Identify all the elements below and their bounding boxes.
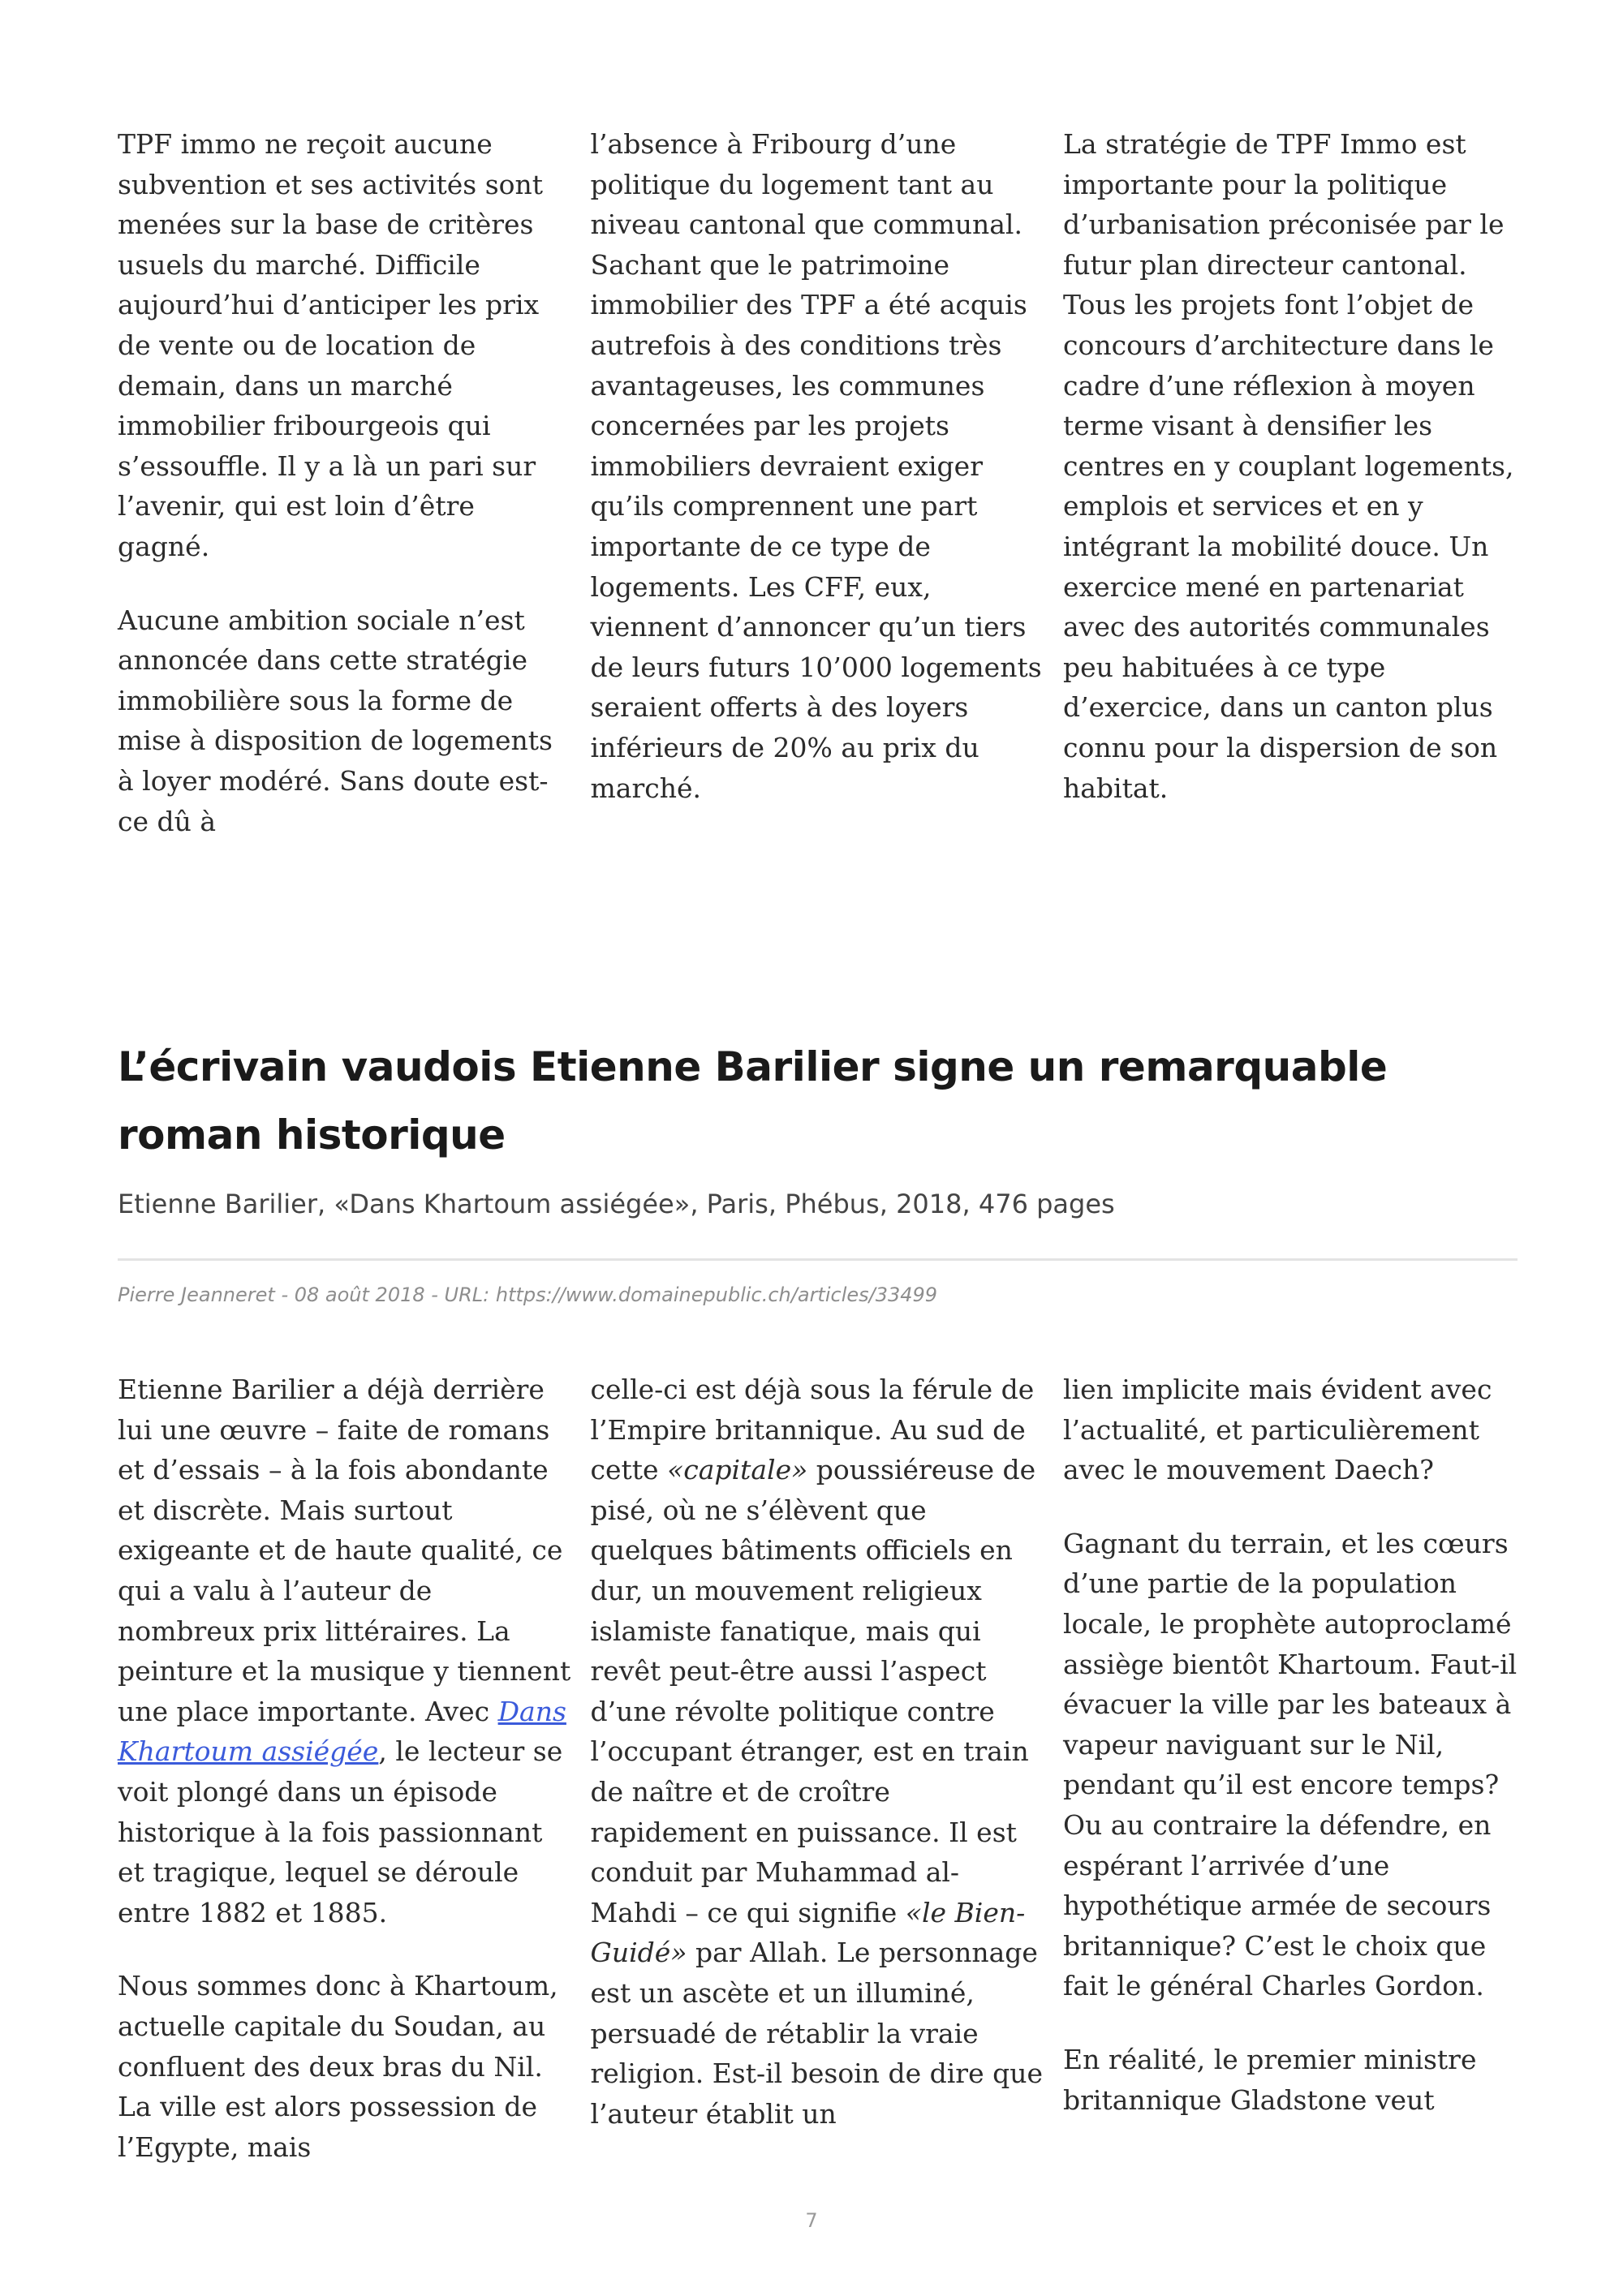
text-column-2 — [591, 124, 1045, 841]
page-number: 7 — [805, 2209, 818, 2232]
article-subtitle: Etienne Barilier, «Dans Khartoum assiégée», Paris, Phébus, 2018, 476 pages — [118, 1189, 1115, 1219]
text-column-2 — [591, 1369, 1045, 2167]
emphasis-text: «le Bien-Guidé» — [590, 1896, 1026, 1969]
previous-article-columns — [118, 124, 1518, 841]
paragraph-text: , le lecteur se voit plongé dans un épisode historique à la fois passionnant et tragique, lequel se déroule entre 1882 et 1885. — [118, 1735, 563, 1928]
text-column-1 — [118, 124, 572, 841]
paragraph-text: poussiéreuse de pisé, où ne s’élèvent que quelques bâtiments officiels en dur, un mouvement religieux islamiste fanatique, mais qui revêt peut-être aussi l’aspect d’une révolte politique contre l’occupant étranger, est en train de naître et de croître rapidement en puissance. Il est conduit par Muhammad al-Mahdi – ce qui signifie — [590, 1454, 1036, 1928]
paragraph-text: par Allah. Le personnage est un ascète et un illuminé, persuadé de rétablir la vraie religion. Est-il besoin de dire que l’auteur établit un — [590, 1937, 1044, 2130]
text-column-1 — [118, 1369, 572, 2167]
paragraph: Gagnant du terrain, et les cœurs d’une partie de la population locale, le prophète autoproclamé assiège bientôt Khartoum. Faut-il évacuer la ville par les bateaux à vapeur naviguant sur le Nil, pendant qu’il est encore temps? Ou au contraire la défendre, en espérant l’arrivée d’une hypothétique armée de secours britannique? C’est le choix que fait le général Charles Gordon. — [1063, 1527, 1518, 2002]
book-title-link[interactable]: Dans Khartoum assiégée — [118, 1695, 566, 1768]
paragraph — [591, 1369, 1045, 2134]
paragraph: TPF immo ne reçoit aucune subvention et ses activités sont menées sur la base de critères usuels du marché. Difficile aujourd’hui d’anticiper les prix de vente ou de location de demain, dans un marché immobilier fribourgeois qui s’essouffle. Il y a là un pari sur l’avenir, qui est loin d’être gagné. — [118, 128, 544, 562]
emphasis-text: «capitale» — [667, 1454, 808, 1486]
article-title: L’écrivain vaudois Etienne Barilier signe un remarquable roman historique — [118, 1043, 1388, 1159]
paragraph: l’absence à Fribourg d’une politique du logement tant au niveau cantonal que communal. Sachant que le patrimoine immobilier des TPF a été acquis autrefois à des conditions très avantageuses, les communes concernées par les projets immobiliers devraient exiger qu’ils comprennent une part importante de ce type de logements. Les CFF, eux, viennent d’annoncer qu’un tiers de leurs futurs 10’000 logements seraient offerts à des loyers inférieurs de 20% au prix du marché. — [590, 128, 1042, 804]
divider — [118, 1258, 1518, 1261]
paragraph: Aucune ambition sociale n’est annoncée dans cette stratégie immobilière sous la forme de mise à disposition de logements à loyer modéré. Sans doute est-ce dû à — [118, 604, 553, 837]
paragraph: En réalité, le premier ministre britannique Gladstone veut — [1063, 2043, 1477, 2116]
text-column-3 — [1063, 1369, 1518, 2167]
article-columns — [118, 1369, 1518, 2167]
text-column-3 — [1063, 124, 1518, 841]
paragraph: La stratégie de TPF Immo est importante pour la politique d’urbanisation préconisée par le futur plan directeur cantonal. Tous les projets font l’objet de concours d’architecture dans le cadre d’une réflexion à moyen terme visant à densifier les centres en y couplant logements, emplois et services et en y intégrant la mobilité douce. Un exercice mené en partenariat avec des autorités communales peu habituées à ce type d’exercice, dans un canton plus connu pour la dispersion de son habitat. — [1063, 128, 1514, 804]
paragraph-text: Etienne Barilier a déjà derrière lui une œuvre – faite de romans et d’essais – à la fois abondante et discrète. Mais surtout exigeante et de haute qualité, ce qui a valu à l’auteur de nombreux prix littéraires. La peinture et la musique y tiennent une place importante. Avec — [118, 1374, 571, 1727]
paragraph: lien implicite mais évident avec l’actualité, et particulièrement avec le mouvement Daech? — [1063, 1374, 1492, 1486]
paragraph-text: celle-ci est déjà sous la férule de l’Empire britannique. Au sud de cette — [590, 1374, 1035, 1486]
article-meta: Pierre Jeanneret - 08 août 2018 - URL: https://www.domainepublic.ch/articles/33499 — [118, 1283, 938, 1306]
paragraph — [118, 1369, 572, 1933]
paragraph: Nous sommes donc à Khartoum, actuelle capitale du Soudan, au confluent des deux bras du Nil. La ville est alors possession de l’Egypte, mais — [118, 1970, 558, 2163]
